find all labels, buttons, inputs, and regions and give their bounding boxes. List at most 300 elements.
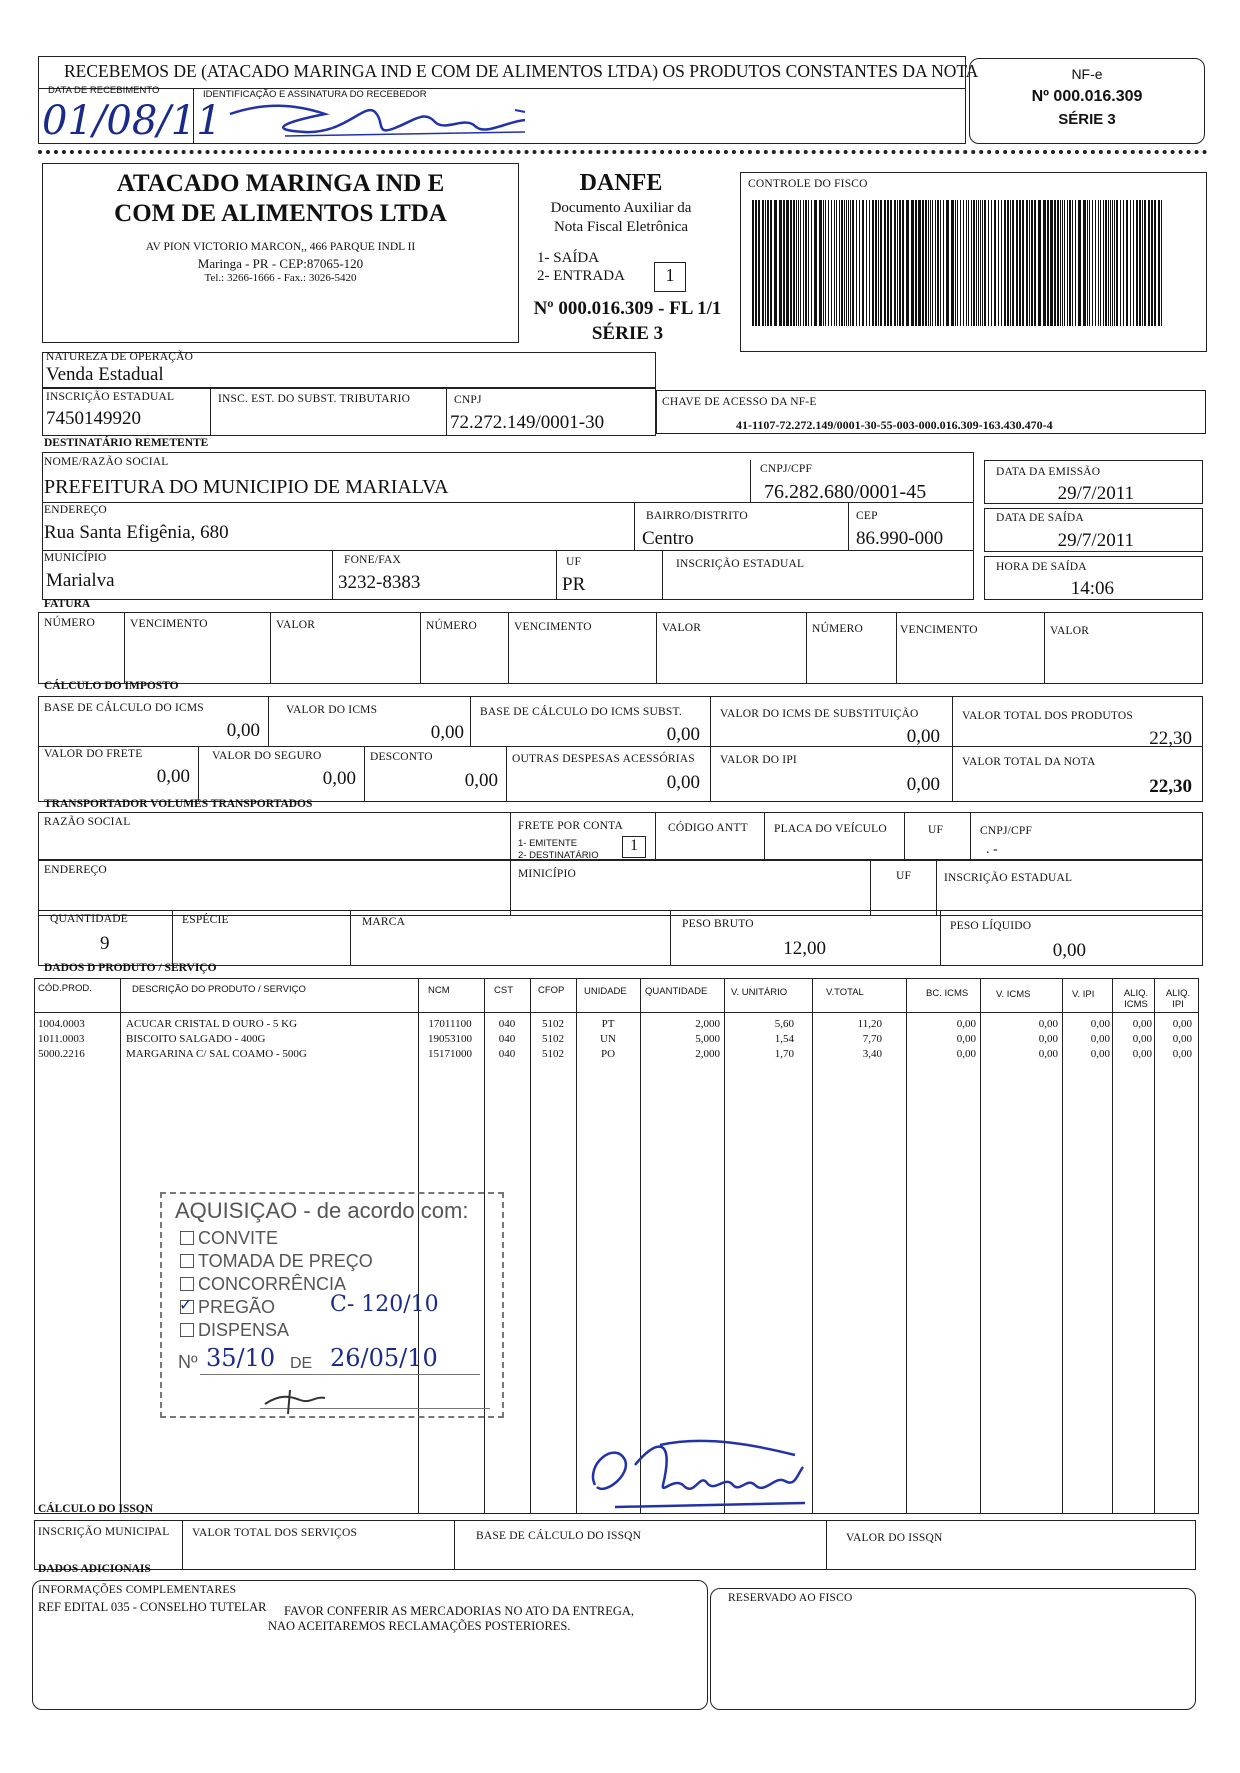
dest-municipio-label: MUNICÍPIO (44, 552, 107, 564)
info-ref: REF EDITAL 035 - CONSELHO TUTELAR (38, 1600, 267, 1614)
transp-liquido-value: 0,00 (1052, 940, 1086, 961)
frete-value: 0,00 (156, 766, 190, 787)
barcode-bar (1089, 200, 1090, 326)
barcode-bar (894, 200, 896, 326)
barcode-bar (943, 200, 944, 326)
barcode-bar (1031, 200, 1033, 326)
bc-icms-label: BASE DE CÁLCULO DO ICMS (44, 702, 204, 714)
canhoto-text: RECEBEMOS DE (ATACADO MARINGA IND E COM DE ALIMENTOS LTDA) OS PRODUTOS CONSTANTES DA NOTA (64, 61, 979, 81)
dest-emissao: 29/7/2011 (1057, 483, 1134, 504)
barcode-bar (1092, 200, 1093, 326)
barcode-bar (1010, 200, 1011, 326)
stamp-title: AQUISIÇAO - de acordo com: (175, 1198, 469, 1223)
product-cell: 040 (498, 1048, 516, 1060)
barcode-bar (819, 200, 822, 326)
product-cell: 5102 (542, 1033, 564, 1045)
barcode-bar (928, 200, 929, 326)
danfe-tipo: 1 (665, 265, 675, 285)
danfe-subtitle-2: Nota Fiscal Eletrônica (553, 219, 689, 235)
barcode-bar (1057, 200, 1059, 326)
barcode-bar (1114, 200, 1115, 326)
barcode-bar (1095, 200, 1096, 326)
dest-cnpj: 76.282.680/0001-45 (764, 481, 927, 503)
barcode-bar (946, 200, 949, 326)
barcode-bar (856, 200, 857, 326)
barcode-bar (1038, 200, 1041, 326)
product-cell: PO (600, 1048, 616, 1060)
dest-fone: 3232-8383 (338, 572, 421, 593)
barcode-bar (1112, 200, 1113, 326)
barcode-bar (878, 200, 879, 326)
transp-bruto-label: PESO BRUTO (682, 918, 754, 930)
barcode-bar (1087, 200, 1088, 326)
transp-frete-emitente: 1- EMITENTE (518, 838, 578, 849)
barcode-bar (1026, 200, 1028, 326)
product-cell: 0,00 (1132, 1033, 1152, 1045)
col-header-unidade: UNIDADE (584, 986, 627, 997)
chave-value: 41-1107-72.272.149/0001-30-55-003-000.016.309-163.430.470-4 (736, 418, 1053, 432)
transp-bruto-value: 12,00 (783, 938, 826, 959)
barcode-bar (808, 200, 809, 326)
barcode-bar (1022, 200, 1024, 326)
barcode-bar (1012, 200, 1014, 326)
barcode-bar (991, 200, 992, 326)
produtos-section: DADOS D PRODUTO / SERVIÇO (44, 962, 217, 974)
ie-value: 7450149920 (46, 408, 141, 429)
v-icms-label: VALOR DO ICMS (286, 704, 378, 716)
product-cell: 0,00 (1038, 1048, 1058, 1060)
emitente-address: AV PION VICTORIO MARCON,, 466 PARQUE INDL II (145, 241, 416, 253)
product-cell: 0,00 (1172, 1048, 1192, 1060)
stamp-signature (260, 1386, 330, 1416)
barcode-bar (846, 200, 847, 326)
frete-label: VALOR DO FRETE (44, 748, 143, 760)
stamp-de: DE (290, 1355, 313, 1372)
barcode-bar (1007, 200, 1009, 326)
info-complementares-label: INFORMAÇÕES COMPLEMENTARES (38, 1584, 237, 1596)
barcode-bar (1047, 200, 1049, 326)
transp-endereco-label: ENDEREÇO (44, 864, 107, 876)
barcode-bar (1133, 200, 1134, 326)
barcode-bar (973, 200, 975, 326)
bc-st-label: BASE DE CÁLCULO DO ICMS SUBST. (480, 706, 682, 718)
barcode-bar (994, 200, 996, 326)
barcode-bar (1103, 200, 1104, 326)
col-header-cod: CÓD.PROD. (38, 983, 92, 994)
fatura-numero-2: NÚMERO (426, 620, 478, 632)
barcode-bar (852, 200, 854, 326)
product-cell: 2,000 (695, 1048, 720, 1060)
barcode-bar (1043, 200, 1046, 326)
stamp-data-handwritten: 26/05/10 (330, 1344, 438, 1372)
danfe-serie: SÉRIE 3 (591, 323, 664, 344)
danfe-title: DANFE (579, 170, 663, 196)
barcode-bar (880, 200, 882, 326)
natureza-label: NATUREZA DE OPERAÇÃO (46, 351, 194, 363)
barcode-bar (930, 200, 931, 326)
ipi-value: 0,00 (906, 774, 940, 795)
barcode-bar (1144, 200, 1146, 326)
barcode-bar (1136, 200, 1138, 326)
barcode-bar (887, 200, 889, 326)
dest-fone-label: FONE/FAX (344, 554, 401, 566)
dest-hora: 14:06 (1070, 578, 1114, 599)
barcode-bar (1054, 200, 1056, 326)
product-cell: 1,70 (774, 1048, 794, 1060)
product-cell: 17011100 (428, 1018, 472, 1030)
barcode-bar (922, 200, 924, 326)
barcode-bar (984, 200, 986, 326)
product-cell: 040 (498, 1018, 516, 1030)
stamp-option-convite: CONVITE (180, 1228, 278, 1249)
reservado-fisco-box (710, 1588, 1196, 1710)
product-cell: 1,54 (774, 1033, 794, 1045)
barcode-bar (839, 200, 840, 326)
barcode-bar (937, 200, 939, 326)
dest-hora-label: HORA DE SAÍDA (996, 561, 1087, 573)
stamp-checkbox-checked-icon: ✓ (179, 1297, 193, 1314)
barcode-bar (875, 200, 877, 326)
barcode-bar (1064, 200, 1065, 326)
stamp-pregao-handwritten: C- 120/10 (330, 1292, 439, 1317)
chave-label: CHAVE DE ACESSO DA NF-E (662, 396, 817, 408)
barcode-bar (1105, 200, 1107, 326)
barcode-bar (902, 200, 904, 326)
issqn-servicos-label: VALOR TOTAL DOS SERVIÇOS (192, 1527, 358, 1539)
bc-icms-value: 0,00 (226, 720, 260, 741)
barcode-bar (762, 200, 764, 326)
date-received-label: DATA DE RECEBIMENTO (48, 85, 160, 96)
barcode-bar (1120, 200, 1121, 326)
product-cell: 0,00 (1132, 1048, 1152, 1060)
dest-endereco-label: ENDEREÇO (44, 504, 107, 516)
product-cell: 1004.0003 (38, 1018, 85, 1030)
issqn-bc-label: BASE DE CÁLCULO DO ISSQN (476, 1530, 642, 1542)
stamp-checkbox-icon (180, 1323, 194, 1337)
col-header-descricao: DESCRIÇÃO DO PRODUTO / SERVIÇO (132, 984, 306, 995)
transp-placa-label: PLACA DO VEÍCULO (774, 823, 887, 835)
fatura-vencimento-2: VENCIMENTO (514, 621, 592, 633)
table-column-divider (1112, 978, 1113, 1514)
fatura-section: FATURA (44, 598, 91, 610)
product-cell: UN (600, 1033, 616, 1045)
barcode-bar (1148, 200, 1150, 326)
v-prod-value: 22,30 (1149, 728, 1192, 749)
product-cell: 5102 (542, 1018, 564, 1030)
dest-endereco: Rua Santa Efigênia, 680 (44, 522, 229, 543)
barcode-bar (805, 200, 807, 326)
barcode-bar (1004, 200, 1006, 326)
product-cell: 7,70 (862, 1033, 882, 1045)
barcode-bar (1142, 200, 1143, 326)
barcode-bar (932, 200, 933, 326)
destinatario-section: DESTINATÁRIO REMETENTE (44, 437, 209, 449)
product-cell: 0,00 (1038, 1033, 1058, 1045)
barcode-bar (1050, 200, 1053, 326)
product-cell: 0,00 (1090, 1018, 1110, 1030)
barcode-bar (1110, 200, 1111, 326)
transportador-section: TRANSPORTADOR VOLUMES TRANSPORTADOS (44, 798, 313, 810)
danfe-number: Nº 000.016.309 - FL 1/1 (533, 298, 722, 319)
product-cell: 0,00 (1172, 1033, 1192, 1045)
seguro-value: 0,00 (322, 768, 356, 789)
dest-uf-label: UF (566, 556, 582, 568)
stamp-option-pregao: ✓ PREGÃO (179, 1297, 276, 1317)
product-cell: 040 (498, 1033, 516, 1045)
barcode-bar (774, 200, 777, 326)
barcode-bar (915, 200, 917, 326)
info-aviso-1: FAVOR CONFERIR AS MERCADORIAS NO ATO DA ENTREGA, (284, 1604, 635, 1618)
col-header-aliq-ipi: ALIQ. IPI (1165, 988, 1191, 1010)
barcode-bar (872, 200, 874, 326)
fatura-valor-1: VALOR (276, 619, 316, 631)
barcode-bar (1108, 200, 1109, 326)
col-header-cst: CST (494, 985, 513, 996)
transp-uf2-label: UF (896, 870, 912, 882)
fatura-numero-3: NÚMERO (812, 623, 864, 635)
barcode-bar (988, 200, 989, 326)
product-table-signature (575, 1425, 815, 1515)
fatura-box (38, 612, 1203, 684)
product-cell: 5,000 (695, 1033, 720, 1045)
stamp-checkbox-icon (180, 1277, 194, 1291)
product-cell: 2,000 (695, 1018, 720, 1030)
barcode-bar (1078, 200, 1081, 326)
barcode-bar (971, 200, 972, 326)
barcode-bar (978, 200, 979, 326)
natureza-value: Venda Estadual (46, 364, 164, 385)
col-header-v-unitario: V. UNITÁRIO (731, 987, 788, 998)
barcode-bar (1001, 200, 1002, 326)
barcode-bar (1067, 200, 1068, 326)
barcode-bar (770, 200, 772, 326)
barcode-bar (823, 200, 824, 326)
receiver-signature (225, 92, 535, 144)
product-cell: BISCOITO SALGADO - 400G (126, 1033, 266, 1045)
transp-frete-value: 1 (630, 837, 638, 854)
v-prod-label: VALOR TOTAL DOS PRODUTOS (962, 710, 1133, 722)
stamp-checkbox-icon (180, 1231, 194, 1245)
product-cell: MARGARINA C/ SAL COAMO - 500G (126, 1048, 307, 1060)
cut-line (38, 150, 1208, 154)
barcode-bar (1075, 200, 1076, 326)
barcode-bar (798, 200, 799, 326)
dest-uf: PR (562, 574, 586, 595)
barcode-bar (940, 200, 941, 326)
canhoto-nfe-serie: SÉRIE 3 (1058, 111, 1116, 128)
dest-saida-label: DATA DE SAÍDA (996, 512, 1084, 524)
table-column-divider (530, 978, 531, 1514)
transp-liquido-label: PESO LÍQUIDO (950, 920, 1032, 932)
barcode-bar (1019, 200, 1021, 326)
barcode-bar (803, 200, 804, 326)
barcode-bar (1098, 200, 1099, 326)
dest-ie-label: INSCRIÇÃO ESTADUAL (676, 558, 805, 570)
transp-frete-label: FRETE POR CONTA (518, 820, 623, 832)
barcode-bar (966, 200, 967, 326)
col-header-v-total: V.TOTAL (826, 987, 864, 998)
barcode-bar (976, 200, 977, 326)
issqn-section: CÁLCULO DO ISSQN (38, 1503, 154, 1515)
transp-especie-label: ESPÉCIE (182, 914, 229, 926)
transp-razao-label: RAZÃO SOCIAL (44, 816, 131, 828)
danfe-saida: 1- SAÍDA (537, 250, 600, 266)
barcode-bar (850, 200, 851, 326)
imposto-section: CÁLCULO DO IMPOSTO (44, 680, 179, 692)
barcode-bar (814, 200, 817, 326)
col-header-quantidade: QUANTIDADE (645, 986, 708, 997)
barcode-bar (786, 200, 789, 326)
barcode-bar (884, 200, 886, 326)
dest-emissao-label: DATA DA EMISSÃO (996, 466, 1101, 478)
issqn-im-label: INSCRIÇÃO MUNICIPAL (38, 1526, 170, 1538)
emitente-phone: Tel.: 3266-1666 - Fax.: 3026-5420 (204, 272, 357, 284)
danfe-subtitle-1: Documento Auxiliar da (550, 200, 692, 216)
stamp-numero-handwritten: 35/10 (206, 1344, 276, 1372)
receiver-signature-label: IDENTIFICAÇÃO E ASSINATURA DO RECEBEDOR (203, 89, 427, 100)
dest-saida: 29/7/2011 (1057, 530, 1134, 551)
product-cell: 5,60 (774, 1018, 794, 1030)
barcode-bar (859, 200, 860, 326)
emitente-name-2: COM DE ALIMENTOS LTDA (114, 200, 447, 227)
col-header-v-icms: V. ICMS (996, 989, 1031, 1000)
barcode-bar (963, 200, 964, 326)
transp-row2-box (38, 860, 1203, 916)
info-aviso-2: NAO ACEITAREMOS RECLAMAÇÕES POSTERIORES. (268, 1619, 571, 1633)
barcode (752, 200, 1170, 326)
fatura-valor-3: VALOR (1050, 625, 1090, 637)
transp-qtd-label: QUANTIDADE (50, 913, 129, 925)
barcode-bar (767, 200, 769, 326)
barcode-bar (1069, 200, 1071, 326)
v-st-label: VALOR DO ICMS DE SUBSTITUIÇÃO (720, 708, 919, 720)
barcode-bar (1034, 200, 1036, 326)
product-cell: ACUCAR CRISTAL D OURO - 5 KG (126, 1018, 298, 1030)
barcode-bar (862, 200, 864, 326)
barcode-bar (841, 200, 843, 326)
barcode-bar (866, 200, 867, 326)
canhoto-nfe-number: Nº 000.016.309 (1031, 88, 1143, 105)
stamp-numero-prefix: Nº (178, 1352, 198, 1372)
barcode-bar (1016, 200, 1018, 326)
barcode-bar (998, 200, 999, 326)
barcode-bar (1060, 200, 1061, 326)
barcode-bar (844, 200, 845, 326)
fatura-vencimento-3: VENCIMENTO (900, 624, 978, 636)
barcode-bar (906, 200, 909, 326)
dest-bairro-label: BAIRRO/DISTRITO (646, 510, 748, 522)
product-cell: 3,40 (862, 1048, 882, 1060)
dest-cep-label: CEP (856, 510, 878, 522)
barcode-bar (1072, 200, 1073, 326)
product-cell: 19053100 (428, 1033, 472, 1045)
barcode-bar (848, 200, 849, 326)
barcode-bar (980, 200, 981, 326)
product-cell: 15171000 (428, 1048, 472, 1060)
desconto-value: 0,00 (464, 770, 498, 791)
table-column-divider (120, 978, 121, 1514)
barcode-bar (918, 200, 921, 326)
barcode-bar (1151, 200, 1153, 326)
transp-frete-destinatario: 2- DESTINATÁRIO (518, 850, 599, 861)
product-cell: 1011.0003 (38, 1033, 85, 1045)
seguro-label: VALOR DO SEGURO (212, 750, 322, 762)
barcode-bar (935, 200, 936, 326)
barcode-bar (899, 200, 901, 326)
issqn-valor-label: VALOR DO ISSQN (846, 1532, 943, 1544)
product-cell: 0,00 (956, 1018, 976, 1030)
barcode-bar (800, 200, 801, 326)
product-cell: 0,00 (956, 1033, 976, 1045)
ie-st-label: INSC. EST. DO SUBST. TRIBUTARIO (218, 393, 411, 405)
col-header-aliq-icms: ALIQ. ICMS (1123, 988, 1149, 1010)
barcode-bar (957, 200, 958, 326)
canhoto-nfe-label: NF-e (1071, 66, 1103, 82)
barcode-bar (960, 200, 961, 326)
stamp-option-dispensa: DISPENSA (180, 1320, 289, 1341)
barcode-bar (783, 200, 785, 326)
dest-nome-label: NOME/RAZÃO SOCIAL (44, 456, 169, 468)
fatura-numero-1: NÚMERO (44, 617, 96, 629)
barcode-bar (1158, 200, 1160, 326)
dest-bairro: Centro (642, 528, 694, 549)
col-header-v-ipi: V. IPI (1072, 989, 1095, 1000)
barcode-bar (897, 200, 898, 326)
barcode-bar (1123, 200, 1124, 326)
controle-fisco-label: CONTROLE DO FISCO (748, 178, 868, 190)
product-cell: 5102 (542, 1048, 564, 1060)
product-cell: 5000.2216 (38, 1048, 85, 1060)
transp-municipio-label: MINICÍPIO (518, 868, 577, 880)
barcode-bar (828, 200, 829, 326)
product-cell: 0,00 (1038, 1018, 1058, 1030)
product-cell: PT (601, 1018, 615, 1030)
adicionais-section: DADOS ADICIONAIS (38, 1563, 151, 1575)
barcode-bar (790, 200, 792, 326)
barcode-bar (1154, 200, 1156, 326)
barcode-bar (982, 200, 983, 326)
table-column-divider (1154, 978, 1155, 1514)
cnpj-label: CNPJ (454, 394, 482, 406)
table-column-divider (906, 978, 907, 1514)
barcode-bar (1083, 200, 1086, 326)
barcode-bar (765, 200, 766, 326)
barcode-bar (1139, 200, 1141, 326)
barcode-bar (1029, 200, 1030, 326)
transp-cnpj-label: CNPJ/CPF (980, 825, 1033, 837)
product-cell: 0,00 (1090, 1033, 1110, 1045)
barcode-bar (1100, 200, 1101, 326)
barcode-bar (890, 200, 892, 326)
barcode-bar (758, 200, 760, 326)
col-header-ncm: NCM (428, 985, 450, 996)
product-cell: 0,00 (1172, 1018, 1192, 1030)
barcode-bar (925, 200, 927, 326)
col-header-bc-icms: BC. ICMS (926, 988, 969, 999)
danfe-entrada: 2- ENTRADA (537, 268, 625, 284)
product-cell: 0,00 (1090, 1048, 1110, 1060)
barcode-bar (1126, 200, 1128, 326)
transp-ie-label: INSCRIÇÃO ESTADUAL (944, 872, 1073, 884)
fatura-valor-2: VALOR (662, 622, 702, 634)
col-header-cfop: CFOP (538, 985, 565, 996)
barcode-bar (779, 200, 782, 326)
barcode-bar (811, 200, 812, 326)
barcode-bar (951, 200, 954, 326)
stamp-option-tomada: TOMADA DE PREÇO (180, 1251, 373, 1272)
barcode-bar (1062, 200, 1063, 326)
cnpj-value: 72.272.149/0001-30 (450, 412, 605, 433)
